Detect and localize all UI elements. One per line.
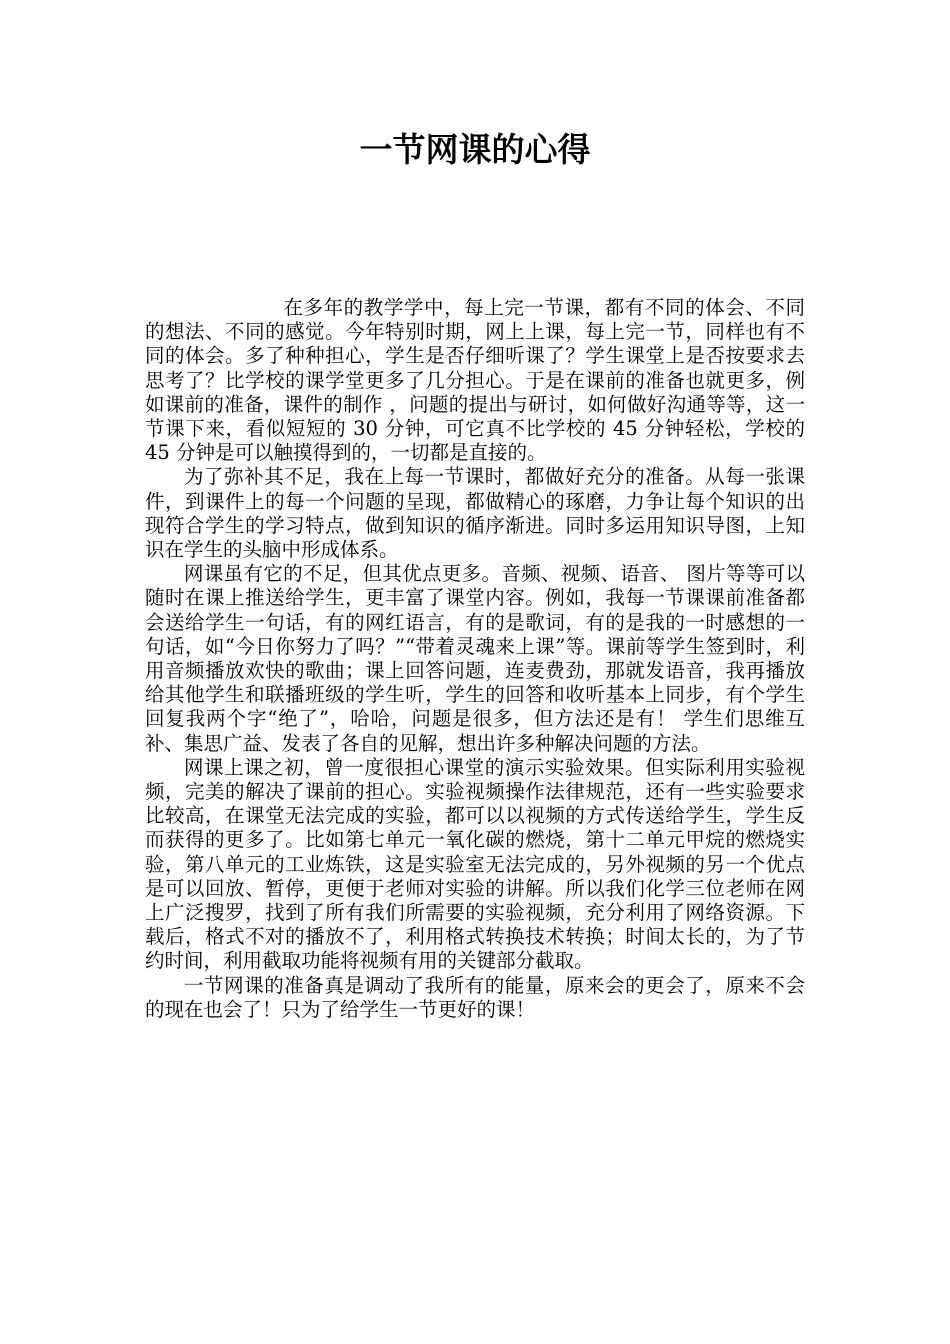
paragraph-1: 在多年的教学学中，每上完一节课，都有不同的体会、不同的想法、不同的感觉。今年特别时期，网上上课，每上完一节，同样也有不同的体会。多了种种担心，学生是否仔细听课了？学生课堂上是否按要求去思考了？比学校的课学堂更多了几分担心。于是在课前的准备也就更多，例如课前的准备，课件的制作 ，问题的提出与研讨，如何做好沟通等等，这一节课下来，看似短短的 30 分钟，可它真不比学校的 45 分钟轻松，学校的 45 分钟是可以触摸得到的，一切都是直接的。 bbox=[145, 296, 805, 465]
paragraph-4: 网课上课之初，曾一度很担心课堂的演示实验效果。但实际利用实验视频，完美的解决了课前的担心。实验视频操作法律规范，还有一些实验要求比较高，在课堂无法完成的实验，都可以以视频的方式传送给学生，学生反而获得的更多了。比如第七单元一氧化碳的燃烧，第十二单元甲烷的燃烧实验，第八单元的工业炼铁，这是实验室无法完成的，另外视频的另一个优点是可以回放、暂停，更便于老师对实验的讲解。所以我们化学三位老师在网上广泛搜罗，找到了所有我们所需要的实验视频，充分利用了网络资源。下载后，格式不对的播放不了，利用格式转换技术转换；时间太长的，为了节约时间，利用截取功能将视频有用的关键部分截取。 bbox=[145, 755, 805, 973]
document-title: 一节网课的心得 bbox=[359, 130, 591, 169]
paragraph-3: 网课虽有它的不足，但其优点更多。音频、视频、语音、 图片等等可以随时在课上推送给学生，更丰富了课堂内容。例如，我每一节课课前准备都会送给学生一句话，有的网红语言，有的是歌词，有的是我的一时感想的一句话，如“今日你努力了吗？”“带着灵魂来上课”等。课前等学生签到时，利用音频播放欢快的歌曲；课上回答问题，连麦费劲，那就发语音，我再播放给其他学生和联播班级的学生听，学生的回答和收听基本上同步，有个学生回复我两个字“绝了”，哈哈，问题是很多，但方法还是有！ 学生们思维互补、集思广益、发表了各自的见解，想出许多种解决问题的方法。 bbox=[145, 562, 805, 755]
paragraph-2: 为了弥补其不足，我在上每一节课时，都做好充分的准备。从每一张课件，到课件上的每一个问题的呈现，都做精心的琢磨，力争让每个知识的出现符合学生的学习特点，做到知识的循序渐进。同时多运用知识导图，上知识在学生的头脑中形成体系。 bbox=[145, 465, 805, 562]
document-body bbox=[145, 296, 805, 1022]
paragraph-5: 一节网课的准备真是调动了我所有的能量，原来会的更会了，原来不会的现在也会了！只为了给学生一节更好的课！ bbox=[145, 973, 805, 1021]
